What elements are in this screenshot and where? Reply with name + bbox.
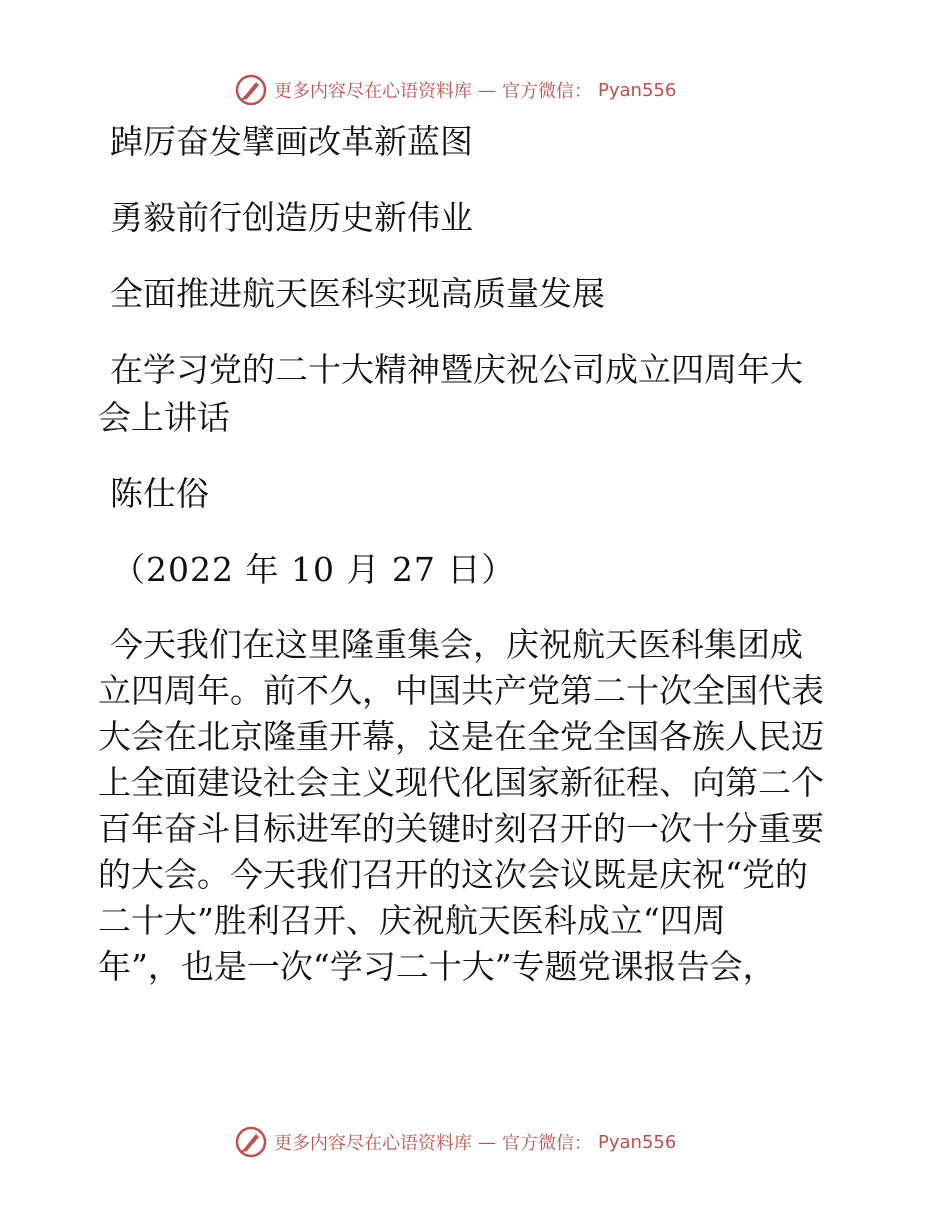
paragraph-line: 的大会。今天我们召开的这次会议既是庆祝“党的 <box>98 855 808 894</box>
title-line-1: 在学习党的二十大精神暨庆祝公司成立四周年大 <box>110 350 803 389</box>
watermark-wechat-id: Pyan556 <box>598 79 677 101</box>
watermark-wechat-id: Pyan556 <box>598 1131 677 1153</box>
watermark-dash: — <box>478 1131 496 1153</box>
title-line-2: 会上讲话 <box>98 398 230 437</box>
speech-title <box>98 346 850 442</box>
paragraph-line: 上全面建设社会主义现代化国家新征程、向第二个 <box>98 763 824 802</box>
watermark-official: 官方微信： <box>502 1133 592 1154</box>
heading-line-1: 踔厉奋发擘画改革新蓝图 <box>110 122 473 161</box>
heading-line-2: 勇毅前行创造历史新伟业 <box>110 198 473 237</box>
paragraph-line: 大会在北京隆重开幕，这是在全党全国各族人民迈 <box>98 717 824 756</box>
speech-date: （2022 年 10 月 27 日） <box>112 550 516 589</box>
body-paragraph <box>98 622 850 990</box>
paragraph-line: 二十大”胜利召开、庆祝航天医科成立“四周 <box>98 901 726 940</box>
document-body <box>98 118 850 990</box>
watermark-official: 官方微信： <box>502 81 592 102</box>
header-watermark <box>234 72 676 108</box>
quill-logo-icon <box>234 1125 268 1159</box>
paragraph-line: 立四周年。前不久，中国共产党第二十次全国代表 <box>98 671 824 710</box>
footer-watermark <box>234 1124 676 1160</box>
paragraph-line: 年”，也是一次“学习二十大”专题党课报告会， <box>98 947 776 986</box>
watermark-text: 更多内容尽在心语资料库 <box>274 1133 472 1154</box>
watermark-dash: — <box>478 79 496 101</box>
quill-logo-icon <box>234 73 268 107</box>
heading-line-3: 全面推进航天医科实现高质量发展 <box>110 274 605 313</box>
author-name: 陈仕俗 <box>110 474 209 513</box>
paragraph-line: 今天我们在这里隆重集会，庆祝航天医科集团成 <box>110 625 803 664</box>
paragraph-line: 百年奋斗目标进军的关键时刻召开的一次十分重要 <box>98 809 824 848</box>
watermark-text: 更多内容尽在心语资料库 <box>274 81 472 102</box>
